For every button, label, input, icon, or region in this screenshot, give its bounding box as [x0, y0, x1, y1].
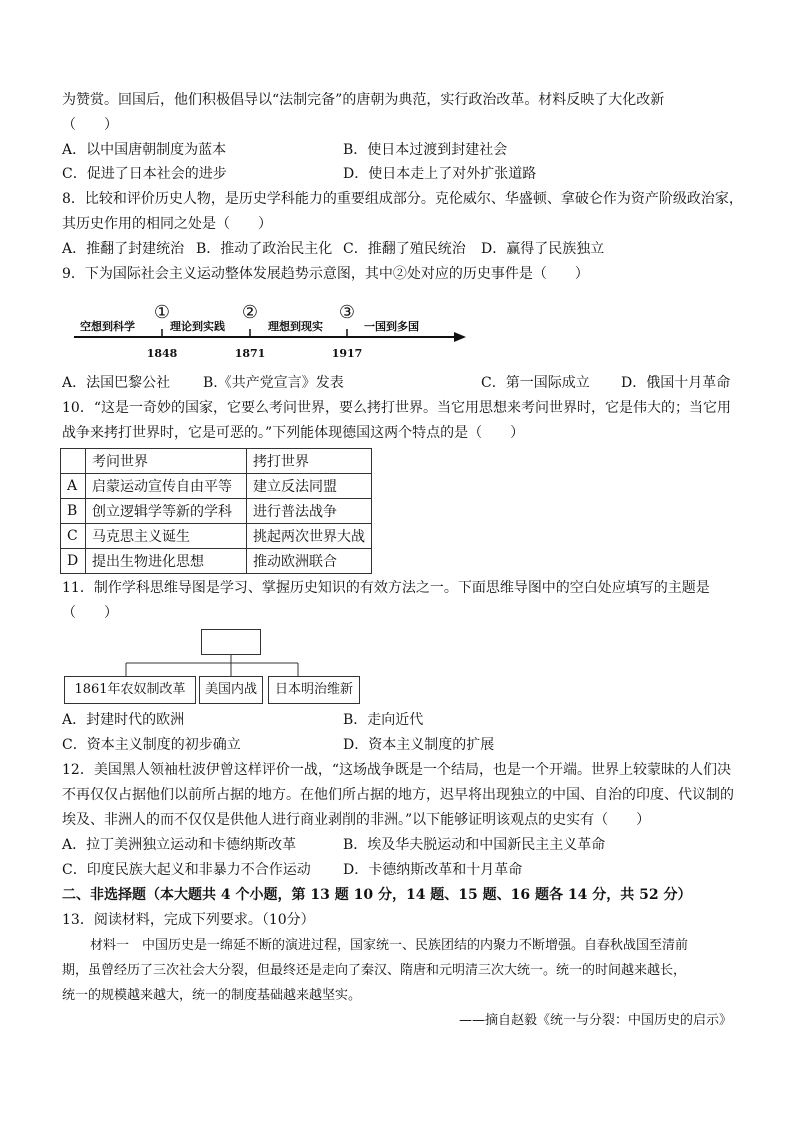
q10-table — [60, 448, 372, 574]
table-cell: C — [61, 524, 86, 549]
table-cell: 推动欧洲联合 — [247, 549, 372, 574]
q10-stem-line2: 战争来拷打世界时，它是可恶的。”下列能体现德国这两个特点的是（ ） — [62, 425, 525, 441]
q8-option-a: A．推翻了封建统治 — [62, 241, 185, 257]
q12-stem-line1: 12．美国黑人领袖杜波伊曾这样评价一战，“这场战争既是一个结局，也是一个开端。世界上较蒙昧的人们决 — [62, 762, 731, 778]
table-row — [61, 499, 372, 524]
table-row — [61, 524, 372, 549]
table-cell: D — [61, 549, 86, 574]
timeline-marker-1: ① — [153, 302, 171, 323]
table-cell: 启蒙运动宣传自由平等 — [86, 474, 247, 499]
table-cell: 建立反法同盟 — [247, 474, 372, 499]
table-header-cell: 考问世界 — [86, 449, 247, 474]
q7-option-d: D．使日本走上了对外扩张道路 — [343, 166, 537, 182]
table-cell: 创立逻辑学等新的学科 — [86, 499, 247, 524]
q10-stem-line1: 10．“这是一奇妙的国家，它要么考问世界，要么拷打世界。当它用思想来考问世界时，它是伟大的；当它用 — [62, 400, 731, 416]
timeline-marker-2: ② — [241, 302, 259, 323]
table-row — [61, 549, 372, 574]
q13-material-line1: 材料一 中国历史是一绵延不断的演进过程，国家统一、民族团结的内聚力不断增强。自春秋战国至清前 — [90, 938, 689, 953]
timeline-label-3: 理想到现实 — [268, 320, 323, 333]
q11-answer-blank: （ ） — [62, 605, 118, 621]
q7-option-c: C．促进了日本社会的进步 — [62, 166, 227, 182]
q12-option-b: B．埃及华夫脱运动和中国新民主主义革命 — [343, 837, 606, 853]
table-cell: A — [61, 474, 86, 499]
timeline-year-1917: 1917 — [331, 347, 363, 360]
q8-stem-line2: 其历史作用的相同之处是（ ） — [62, 216, 272, 232]
section-heading: 二、非选择题（本大题共 4 个小题，第 13 题 10 分，14 题、15 题、16 题各 14 分，共 52 分） — [62, 887, 692, 903]
q12-stem-line3: 埃及、非洲人的而不仅仅是供他人进行商业剥削的非洲。”以下能够证明该观点的史实有（ ） — [62, 812, 651, 828]
q11-option-c: C．资本主义制度的初步确立 — [62, 737, 241, 753]
q7-answer-blank: （ ） — [62, 117, 118, 133]
q12-option-c: C．印度民族大起义和非暴力不合作运动 — [62, 862, 311, 878]
table-row — [61, 474, 372, 499]
q8-stem-line1: 8．比较和评价历史人物，是历史学科能力的重要组成部分。克伦威尔、华盛顿、拿破仑作为资产阶级政治家， — [62, 191, 743, 207]
timeline-year-1848: 1848 — [146, 347, 178, 360]
timeline-year-1871: 1871 — [234, 347, 266, 360]
table-header-cell: 拷打世界 — [247, 449, 372, 474]
q9-option-d: D．俄国十月革命 — [621, 375, 731, 391]
table-cell: 马克思主义诞生 — [86, 524, 247, 549]
table-cell: 进行普法战争 — [247, 499, 372, 524]
table-header-cell — [61, 449, 86, 474]
q13-material-line3: 统一的规模越来越大，统一的制度基础越来越坚实。 — [62, 988, 362, 1003]
timeline-label-4: 一国到多国 — [364, 320, 419, 333]
q13-source-citation: ——摘自赵毅《统一与分裂：中国历史的启示》 — [458, 1013, 732, 1028]
q7-option-b: B．使日本过渡到封建社会 — [343, 142, 508, 158]
table-cell: 提出生物进化思想 — [86, 549, 247, 574]
timeline-arrowhead — [454, 332, 466, 342]
q8-option-d: D．赢得了民族独立 — [481, 241, 605, 257]
timeline-label-1: 空想到科学 — [80, 320, 135, 333]
table-cell: 挑起两次世界大战 — [247, 524, 372, 549]
mindmap-node-1: 1861年农奴制改革 — [64, 676, 196, 704]
mindmap-node-3: 日本明治维新 — [268, 676, 360, 704]
q7-option-a: A．以中国唐朝制度为蓝本 — [62, 142, 227, 158]
timeline-label-2: 理论到实践 — [170, 320, 225, 333]
q12-stem-line2: 不再仅仅占据他们以前所占据的地方。在他们所占据的地方，迟早将出现独立的中国、自治的印度、代议制的 — [62, 787, 734, 803]
q7-stem-continuation: 为赞赏。回国后，他们积极倡导以“法制完备”的唐朝为典范，实行政治改革。材料反映了大化改新 — [62, 92, 665, 108]
q11-stem-line1: 11．制作学科思维导图是学习、掌握历史知识的有效方法之一。下面思维导图中的空白处应填写的主题是 — [62, 580, 710, 596]
q9-stem: 9．下为国际社会主义运动整体发展趋势示意图，其中②处对应的历史事件是（ ） — [62, 266, 589, 282]
q12-option-a: A．拉丁美洲独立运动和卡德纳斯改革 — [62, 837, 297, 853]
table-header-row — [61, 449, 372, 474]
q8-option-b: B．推动了政治民主化 — [196, 241, 333, 257]
q12-option-d: D．卡德纳斯改革和十月革命 — [343, 862, 523, 878]
q9-option-a: A．法国巴黎公社 — [62, 375, 171, 391]
q13-stem: 13．阅读材料，完成下列要求。（10分） — [62, 912, 315, 928]
q9-option-b: B.《共产党宣言》发表 — [203, 375, 344, 391]
q11-option-d: D．资本主义制度的扩展 — [343, 737, 495, 753]
mindmap-node-2: 美国内战 — [199, 676, 263, 704]
timeline-marker-3: ③ — [338, 302, 356, 323]
q13-material-line2: 期，虽曾经历了三次社会大分裂，但最终还是走向了秦汉、隋唐和元明清三次大统一。统一的时间越来越长， — [62, 963, 687, 978]
q11-option-b: B．走向近代 — [343, 712, 424, 728]
table-cell: B — [61, 499, 86, 524]
q8-option-c: C．推翻了殖民统治 — [343, 241, 466, 257]
q11-option-a: A．封建时代的欧洲 — [62, 712, 185, 728]
q9-timeline-diagram — [70, 300, 470, 362]
q9-option-c: C．第一国际成立 — [481, 375, 590, 391]
mindmap-blank-box — [201, 629, 261, 655]
